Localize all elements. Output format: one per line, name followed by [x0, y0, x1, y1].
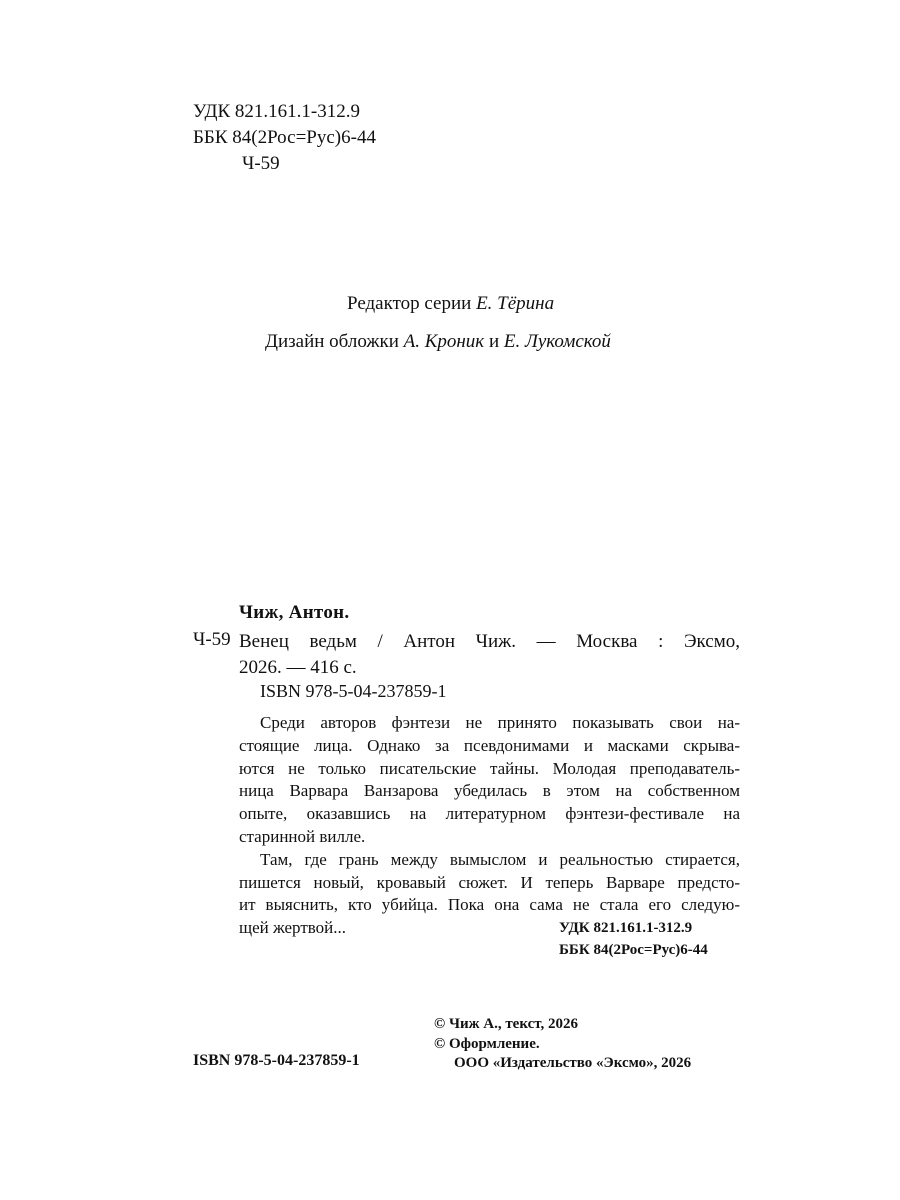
bottom-bbk-code: ББК 84(2Рос=Рус)6-44 [559, 942, 708, 958]
annotation-line: пишется новый, кровавый сюжет. И теперь Варваре предсто- [239, 872, 740, 892]
series-editor-label: Редактор серии [347, 293, 472, 314]
conjunction: и [488, 331, 500, 352]
annotation-line: Там, где грань между вымыслом и реальностью стирается, [260, 849, 740, 869]
copyright-publisher-line: ООО «Издательство «Эксмо», 2026 [454, 1055, 692, 1071]
bottom-udk-code: УДК 821.161.1-312.9 [559, 920, 693, 936]
annotation-line: стоящие лица. Однако за псевдонимами и масками скрыва- [239, 735, 740, 755]
series-editor-line [0, 285, 900, 323]
annotation-line: старинной вилле. [239, 826, 366, 846]
series-editor-name: Е. Тёрина [476, 293, 555, 314]
annotation-line: ница Варвара Ванзарова убедилась в этом на собственном [239, 781, 740, 801]
annotation-line: Среди авторов фэнтези не принято показывать свои на- [260, 713, 740, 732]
annotation-paragraph-1 [239, 712, 740, 849]
classification-header [193, 99, 376, 177]
catalog-isbn: ISBN 978-5-04-237859-1 [260, 681, 447, 701]
credits [0, 285, 900, 361]
copyright-block [434, 1015, 691, 1074]
cover-design-line [0, 323, 900, 361]
annotation [239, 712, 740, 940]
cover-design-label: Дизайн обложки [265, 331, 399, 352]
catalog-author: Чиж, Антон. [239, 602, 350, 623]
annotation-line: ит выяснить, кто убийца. Пока она сама не стала его следую- [239, 895, 740, 915]
author-mark: Ч-59 [242, 153, 280, 174]
annotation-line: ются не только писательские тайны. Молодая преподаватель- [239, 758, 740, 778]
udk-code: УДК 821.161.1-312.9 [193, 101, 360, 122]
annotation-line: опыте, оказавшись на литературном фэнтези-фестивале на [239, 804, 740, 824]
cover-designer-2: Е. Лукомской [503, 331, 611, 352]
bottom-isbn: ISBN 978-5-04-237859-1 [193, 1052, 360, 1069]
cover-designer-1: А. Кроник [403, 331, 485, 352]
catalog-description-line1: Венец ведьм / Антон Чиж. — Москва : Эксмо, [239, 631, 740, 652]
bbk-code: ББК 84(2Рос=Рус)6-44 [193, 127, 376, 148]
catalog-author-mark: Ч-59 [193, 629, 231, 650]
copyright-design-line: © Оформление. [434, 1035, 540, 1052]
bottom-classification [559, 917, 708, 961]
copyright-text-line: © Чиж А., текст, 2026 [434, 1016, 579, 1032]
catalog-description-line2: 2026. — 416 с. [239, 657, 357, 678]
annotation-line: щей жертвой... [239, 918, 347, 938]
